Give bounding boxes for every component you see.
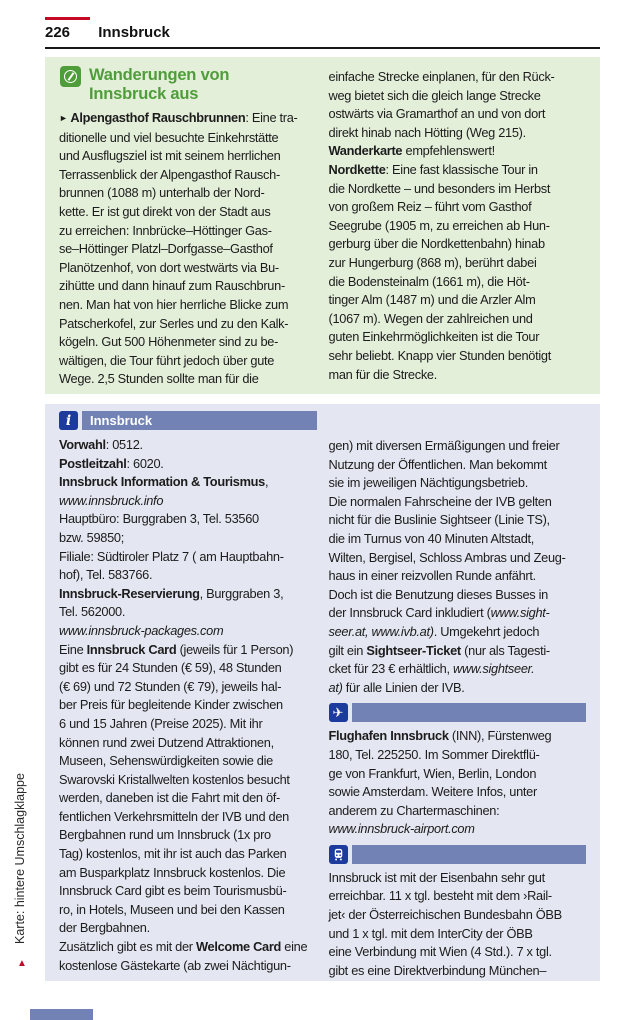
airport-header-bar-fill <box>352 703 587 722</box>
header-rule <box>45 47 600 49</box>
info-header-bar-fill <box>82 411 317 430</box>
airplane-icon <box>329 703 348 722</box>
info-icon <box>59 411 78 430</box>
hiking-title-text <box>89 66 229 104</box>
hiking-section <box>45 57 600 394</box>
airplane-icon-glyph: ✈ <box>332 705 344 721</box>
hiking-right-column <box>329 68 587 389</box>
hiking-right-column-text: einfache Strecke einplanen, für den Rück- weg bietet sich die gleich lange Strecke ostwärts via Gramarthof an und von dort direkt hinab nach Hötting (Weg 215). Wanderkarte empfehlenswert! Nordkette: Eine fast klassische Tour in die Nordkette – und besonders im Herbst von großem Reiz – führt vom Gasthof Seegrube (1905 m, zu erreichen ab Hun- gerburg über die Nordkettenbahn) hinab zur Hungerburg (868 m), berührt dabei die Bodensteinalm (1661 m), die Höt- tinger Alm (1487 m) und die Arzler Alm (1067 m). Wegen der zahlreichen und guten Einkehrmöglichkeiten ist die Tour sehr beliebt. Knapp vier Stunden benötigt man für die Strecke. <box>328 69 555 382</box>
info-right-text-3: Innsbruck ist mit der Eisenbahn sehr gut erreichbar. 11 x tgl. besteht mit dem ›Rail- jet‹ der Österreichischen Bundesbahn ÖBB und 1 x tgl. mit dem InterCity der ÖBB eine Verbindung mit Wien (4 Std.). 7 x tgl. gibt es eine Direktverbindung München– <box>328 869 562 978</box>
page-header <box>45 24 600 41</box>
page-title: Innsbruck <box>98 24 170 41</box>
train-header-bar-fill <box>352 845 587 864</box>
train-icon-glyph <box>331 847 346 862</box>
info-left-column <box>59 411 317 980</box>
airport-header-bar <box>329 703 587 722</box>
map-note-triangle-icon: ▲ <box>17 958 27 969</box>
page-number: 226 <box>45 24 71 41</box>
train-icon <box>329 845 348 864</box>
page-number-accent-line <box>45 17 90 20</box>
hiking-icon <box>60 66 81 87</box>
hiking-left-column-text: ► Alpengasthof Rauschbrunnen: Eine tra- ditionelle und viel besuchte Einkehrstätte und Ausflugsziel ist mit seinem herrlichen Terrassenblick der Alpengasthof Rausch- brunnen (1088 m) unterhalb der Nord- kette. Er ist gut direkt von der Stadt aus zu erreichen: Innbrücke–Höttinger Gas- se–Höttinger Platzl–Dorfgasse–Gasthof Planötzenhof, von dort westwärts via Bu- zihütte und dann hinauf zum Rauschbrun- nen. Man hat von hier herrliche Blicke zum Patscherkofel, zur Serles und zu den Kalk- kögeln. Gut 500 Höhenmeter sind zu be- wältigen, die Tour führt jedoch über gute Wege. 2,5 Stunden sollte man für die <box>59 110 298 387</box>
info-right-column <box>329 411 587 980</box>
train-header-bar <box>329 845 587 864</box>
page-footer-tab <box>30 1009 93 1020</box>
info-right-text-2: Flughafen Innsbruck (INN), Fürstenweg 180, Tel. 225250. Im Sommer Direktflü- ge von Frankfurt, Wien, Berlin, London sowie Amsterdam. Weitere Infos, unter anderem zu Chartermaschinen: www.innsbruck-airport.com <box>328 728 552 837</box>
info-icon-glyph: i <box>65 412 72 429</box>
hiking-left-column <box>59 65 317 389</box>
info-header-bar <box>59 411 317 430</box>
info-section <box>45 404 600 981</box>
hiking-title-line1: Wanderungen von <box>89 66 230 84</box>
margin-map-note: Karte: hintere Umschlagklappe <box>13 773 27 944</box>
info-header-label: Innsbruck <box>90 413 153 428</box>
info-left-column-text: Vorwahl: 0512. Postleitzahl: 6020. Innsbruck Information & Tourismus, www.innsbruck.info Hauptbüro: Burggraben 3, Tel. 53560 bzw. 59850; Filiale: Südtiroler Platz 7 ( am Hauptbahn- hof), Tel. 583766. Innsbruck-Reservierung, Burggraben 3, Tel. 562000. www.innsbruck-packages.com Eine Innsbruck Card (jeweils für 1 Person) gibt es für 24 Stunden (€ 59), 48 Stunden (€ 69) und 72 Stunden (€ 79), jeweils hal- ber Preis für begleitende Kinder zwischen 6 und 15 Jahren (Preise 2025). Mit ihr können rund zwei Dutzend Attraktionen, Museen, Sehenswürdigkeiten sowie die Swarovski Kristallwelten kostenlos besucht werden, daneben ist die Fahrt mit den öf- fentlichen Verkehrsmitteln der IVB und den Bergbahnen rund um Innsbruck (1x pro Tag) kostenlos, mit ihr ist auch das Parken am Busparkplatz Innsbruck kostenlos. Die Innsbruck Card gibt es beim Tourismusbü- ro, in Hotels, Museen und bei den Kassen der Bergbahnen. Zusätzlich gibt es mit der Welcome Card eine kostenlose Gästekarte (ab zwei Nächtigun- <box>59 437 308 973</box>
hiking-section-title <box>60 66 317 104</box>
info-right-text-1: gen) mit diversen Ermäßigungen und freier Nutzung der Öffentlichen. Man bekommt sie im jeweiligen Nächtigungsbetrieb. Die normalen Fahrscheine der IVB gelten nicht für die Buslinie Sightseer (Linie TS), die im Turnus von 40 Minuten Altstadt, Wilten, Bergisel, Schloss Ambras und Zeug- haus in einer reizvollen Runde anfährt. Doch ist die Benutzung dieses Busses in der Innsbruck Card inkludiert (www.sight- seer.at, www.ivb.at). Umgekehrt jedoch gilt ein Sightseer-Ticket (nur als Tagesti- cket für 23 € erhältlich, www.sightseer. at) für alle Linien der IVB. <box>328 438 566 695</box>
hiking-title-line2: Innsbruck aus <box>89 85 199 103</box>
